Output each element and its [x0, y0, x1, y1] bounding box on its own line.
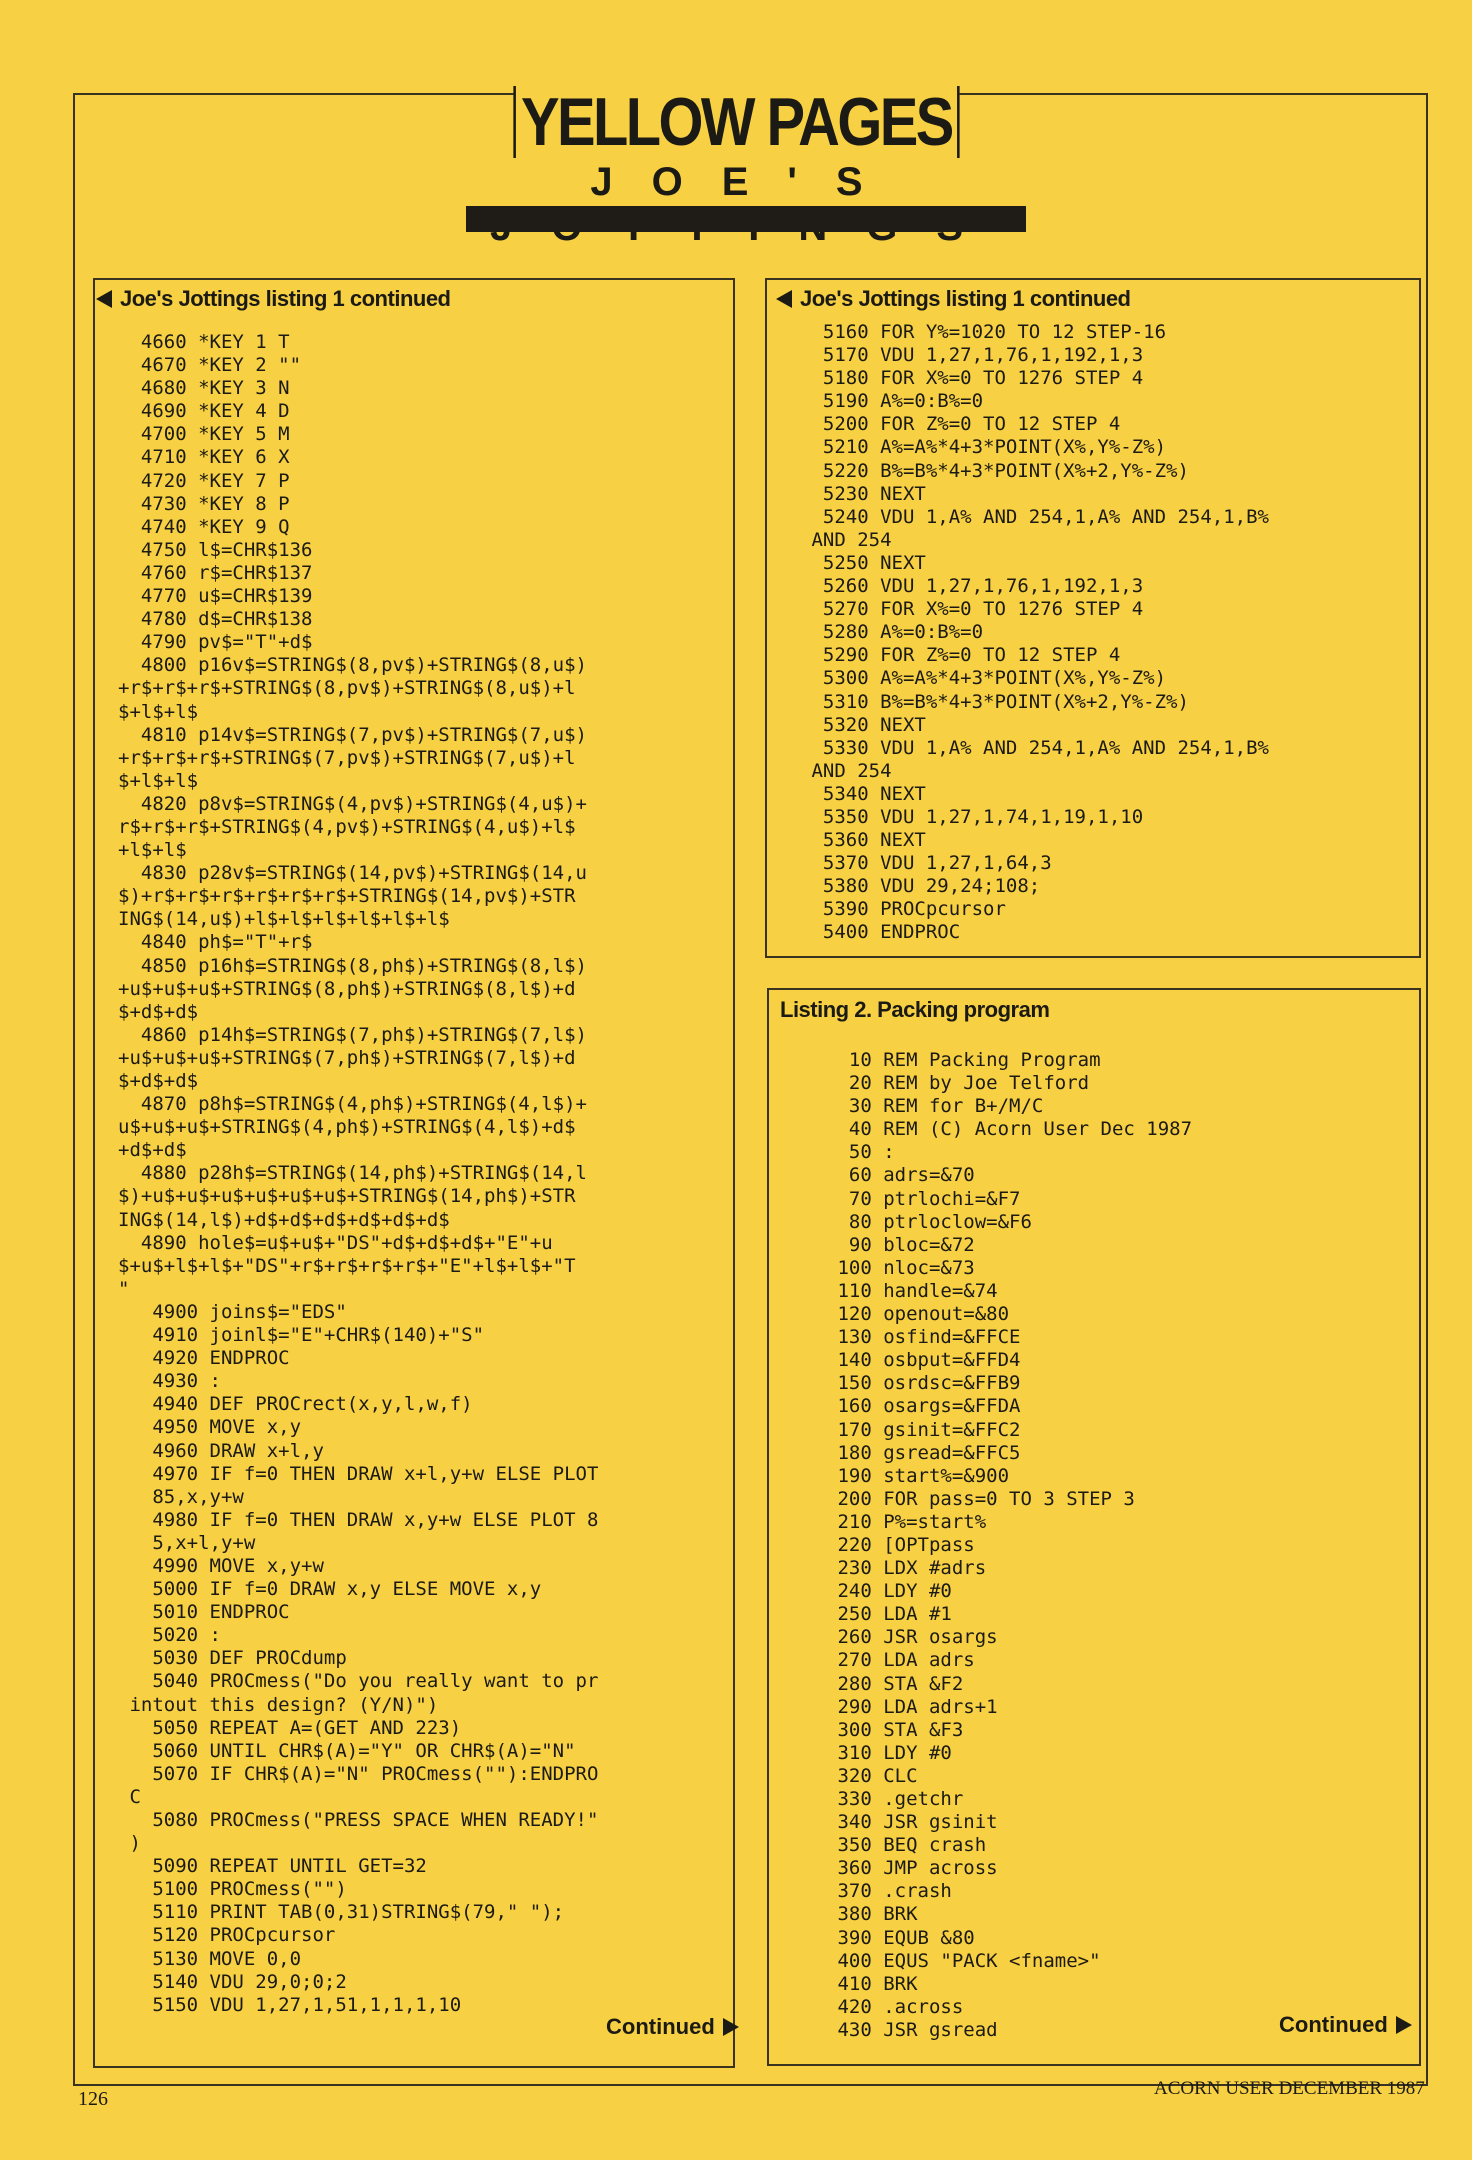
right-continued — [1279, 2012, 1412, 2038]
column-title: JOE'S — [590, 160, 902, 204]
listing-1-right-code: 5160 FOR Y%=1020 TO 12 STEP-16 5170 VDU 1,27,1,76,1,192,1,3 5180 FOR X%=0 TO 1276 STEP 4 5190 A%=0:B%=0 5200 FOR Z%=0 TO 12 STEP 4 5210 A%=A%*4+3*POINT(X%,Y%-Z%) 5220 B%=B%*4+3*POINT(X%+2,Y%-Z%) 5230 NEXT 5240 VDU 1,A% AND 254,1,A% AND 254,1,B% AND 254 5250 NEXT 5260 VDU 1,27,1,76,1,192,1,3 5270 FOR X%=0 TO 1276 STEP 4 5280 A%=0:B%=0 5290 FOR Z%=0 TO 12 STEP 4 5300 A%=A%*4+3*POINT(X%,Y%-Z%) 5310 B%=B%*4+3*POINT(X%+2,Y%-Z%) 5320 NEXT 5330 VDU 1,A% AND 254,1,A% AND 254,1,B% AND 254 5340 NEXT 5350 VDU 1,27,1,74,1,19,1,10 5360 NEXT 5370 VDU 1,27,1,64,3 5380 VDU 29,24;108; 5390 PROCpcursor 5400 ENDPROC — [811, 321, 1269, 944]
arrow-left-icon — [96, 290, 112, 308]
arrow-right-icon — [723, 2018, 739, 2036]
listing-2-code: 10 REM Packing Program 20 REM by Joe Telford 30 REM for B+/M/C 40 REM (C) Acorn User Dec 1987 50 : 60 adrs=&70 70 ptrlochi=&F7 80 ptrloclow=&F6 90 bloc=&72 100 nloc=&73 110 handle=&74 120 openout=&80 130 osfind=&FFCE 140 osbput=&FFD4 150 osrdsc=&FFB9 160 osargs=&FFDA 170 gsinit=&FFC2 180 gsread=&FFC5 190 start%=&900 200 FOR pass=0 TO 3 STEP 3 210 P%=start% 220 [OPTpass 230 LDX #adrs 240 LDY #0 250 LDA #1 260 JSR osargs 270 LDA adrs 280 STA &F2 290 LDA adrs+1 300 STA &F3 310 LDY #0 320 CLC 330 .getchr 340 JSR gsinit 350 BEQ crash 360 JMP across 370 .crash 380 BRK 390 EQUB &80 400 EQUS "PACK <fname>" 410 BRK 420 .across 430 JSR gsread — [837, 1049, 1193, 2041]
section-title: YELLOW PAGES — [513, 86, 959, 158]
left-continued — [606, 2014, 739, 2040]
publication-footer: ACORN USER DECEMBER 1987 — [1154, 2078, 1425, 2099]
listing-1-left-title: Joe's Jottings listing 1 continued — [120, 286, 451, 311]
listing-1-right-title: Joe's Jottings listing 1 continued — [800, 286, 1131, 311]
arrow-left-icon — [776, 290, 792, 308]
left-continued-label: Continued — [606, 2014, 715, 2039]
listing-1-left-code: 4660 *KEY 1 T 4670 *KEY 2 "" 4680 *KEY 3 N 4690 *KEY 4 D 4700 *KEY 5 M 4710 *KEY 6 X 4720 *KEY 7 P 4730 *KEY 8 P 4740 *KEY 9 Q 4750 l$=CHR$136 4760 r$=CHR$137 4770 u$=CHR$139 4780 d$=CHR$138 4790 pv$="T"+d$ 4800 p16v$=STRING$(8,pv$)+STRING$(8,u$) +r$+r$+r$+STRING$(8,pv$)+STRING$(8,u$)+l $+l$+l$ 4810 p14v$=STRING$(7,pv$)+STRING$(7,u$) +r$+r$+r$+STRING$(7,pv$)+STRING$(7,u$)+l $+l$+l$ 4820 p8v$=STRING$(4,pv$)+STRING$(4,u$)+ r$+r$+r$+STRING$(4,pv$)+STRING$(4,u$)+l$ +l$+l$ 4830 p28v$=STRING$(14,pv$)+STRING$(14,u $)+r$+r$+r$+r$+r$+r$+STRING$(14,pv$)+STR ING$(14,u$)+l$+l$+l$+l$+l$+l$ 4840 ph$="T"+r$ 4850 p16h$=STRING$(8,ph$)+STRING$(8,l$) +u$+u$+u$+STRING$(8,ph$)+STRING$(8,l$)+d $+d$+d$ 4860 p14h$=STRING$(7,ph$)+STRING$(7,l$) +u$+u$+u$+STRING$(7,ph$)+STRING$(7,l$)+d $+d$+d$ 4870 p8h$=STRING$(4,ph$)+STRING$(4,l$)+ u$+u$+u$+STRING$(4,ph$)+STRING$(4,l$)+d$ +d$+d$ 4880 p28h$=STRING$(14,ph$)+STRING$(14,l $)+u$+u$+u$+u$+u$+u$+STRING$(14,ph$)+STR ING$(14,l$)+d$+d$+d$+d$+d$+d$ 4890 hole$=u$+u$+"DS"+d$+d$+d$+"E"+u $+u$+l$+l$+"DS"+r$+r$+r$+r$+"E"+l$+l$+"T " 4900 joins$="EDS" 4910 joinl$="E"+CHR$(140)+"S" 4920 ENDPROC 4930 : 4940 DEF PROCrect(x,y,l,w,f) 4950 MOVE x,y 4960 DRAW x+l,y 4970 IF f=0 THEN DRAW x+l,y+w ELSE PLOT 85,x,y+w 4980 IF f=0 THEN DRAW x,y+w ELSE PLOT 8 5,x+l,y+w 4990 MOVE x,y+w 5000 IF f=0 DRAW x,y ELSE MOVE x,y 5010 ENDPROC 5020 : 5030 DEF PROCdump 5040 PROCmess("Do you really want to pr intout this design? (Y/N)") 5050 REPEAT A=(GET AND 223) 5060 UNTIL CHR$(A)="Y" OR CHR$(A)="N" 5070 IF CHR$(A)="N" PROCmess(""):ENDPRO C 5080 PROCmess("PRESS SPACE WHEN READY!" ) 5090 REPEAT UNTIL GET=32 5100 PROCmess("") 5110 PRINT TAB(0,31)STRING$(79," "); 5120 PROCpcursor 5130 MOVE 0,0 5140 VDU 29,0;0;2 5150 VDU 1,27,1,51,1,1,1,10 — [118, 331, 599, 2016]
page-number: 126 — [78, 2088, 108, 2110]
right-continued-label: Continued — [1279, 2012, 1388, 2037]
masthead-bar — [466, 206, 1026, 232]
arrow-right-icon — [1396, 2016, 1412, 2034]
listing-1-right-title-row — [776, 286, 1131, 312]
masthead — [0, 86, 1472, 158]
listing-2-title: Listing 2. Packing program — [780, 997, 1050, 1022]
listing-1-left-title-row — [96, 286, 451, 312]
